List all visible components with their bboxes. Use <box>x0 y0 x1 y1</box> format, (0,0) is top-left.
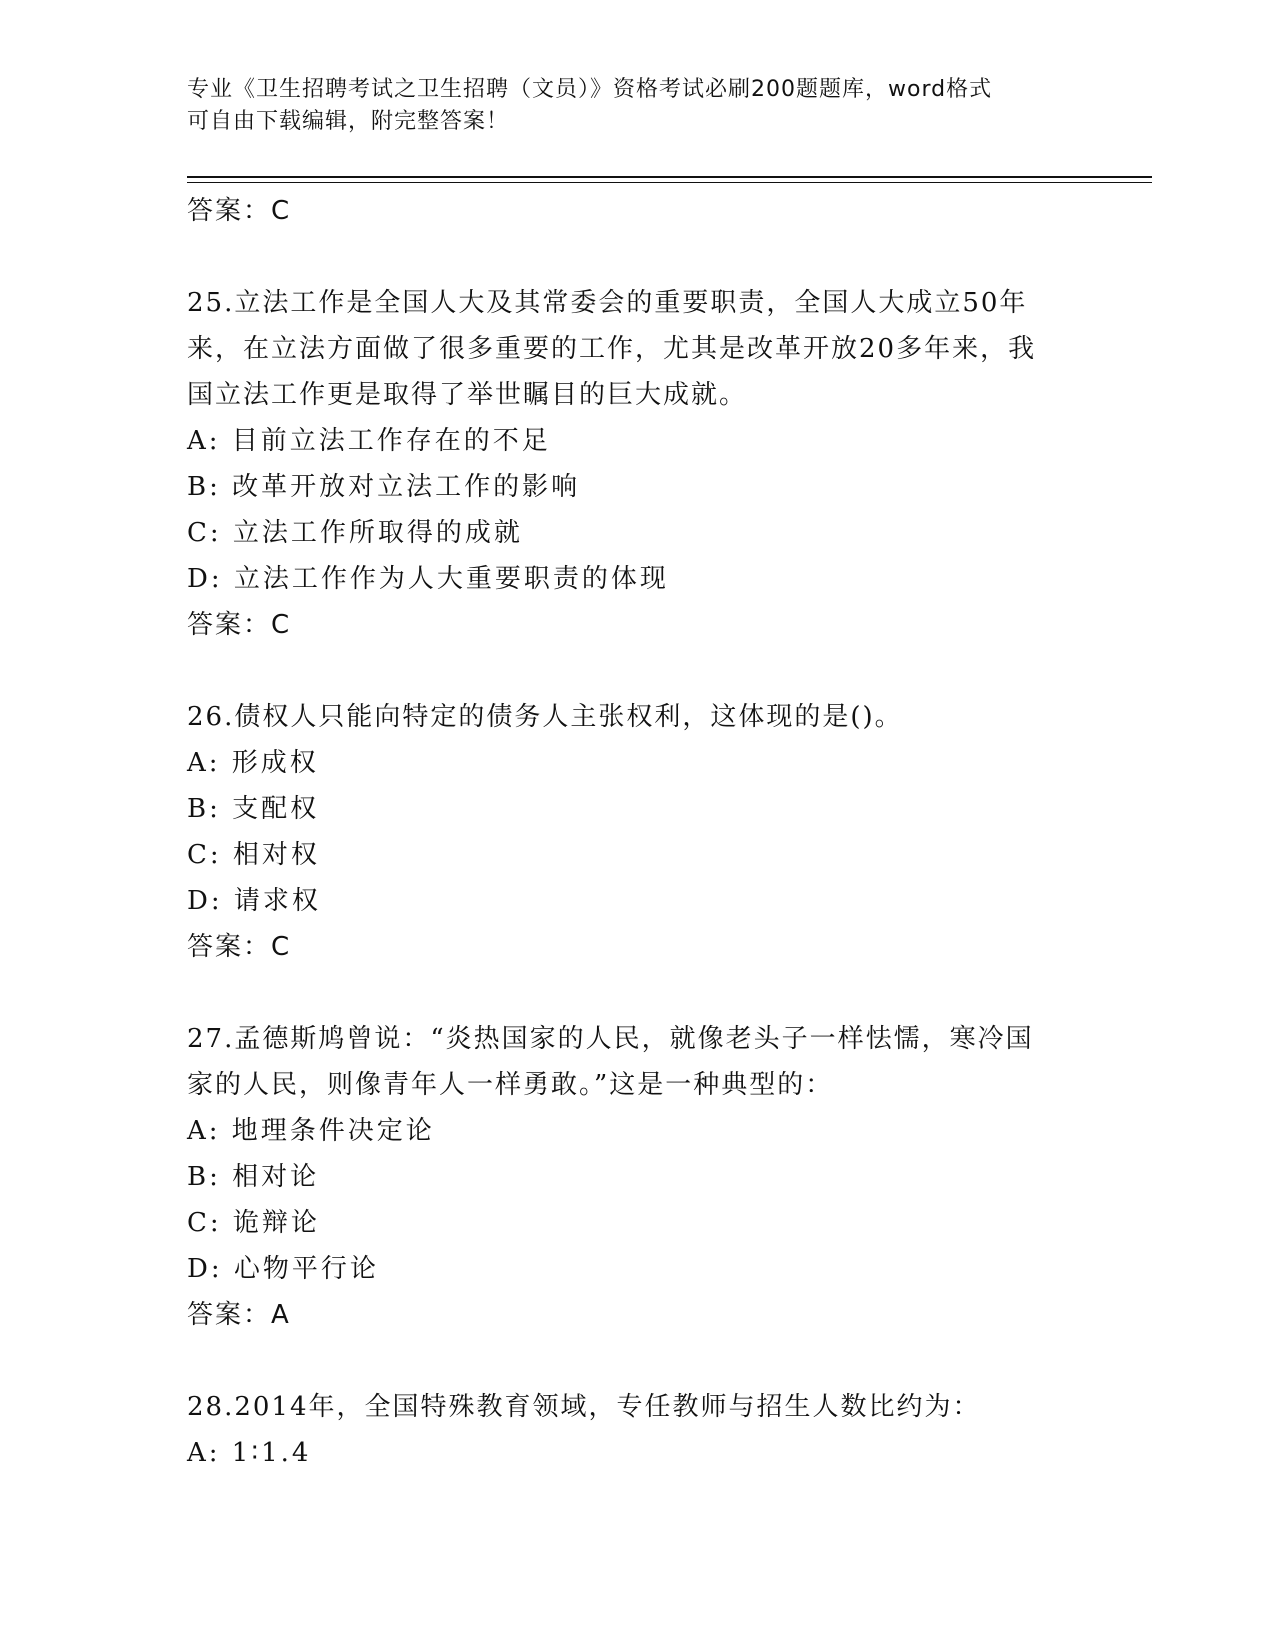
option-a: A: 1∶1.4 <box>187 1438 312 1468</box>
answer-line: 答案：C <box>187 196 292 226</box>
option-c: C: 立法工作所取得的成就 <box>187 518 523 548</box>
option-b: B: 支配权 <box>187 794 320 824</box>
option-a: A: 目前立法工作存在的不足 <box>187 426 551 456</box>
option-b: B: 改革开放对立法工作的影响 <box>187 472 581 502</box>
spacer <box>187 234 1087 280</box>
question-text-line: 家的人民，则像青年人一样勇敢。”这是一种典型的： <box>187 1070 834 1100</box>
option-a: A: 地理条件决定论 <box>187 1116 435 1146</box>
question-28 <box>187 1384 1087 1476</box>
header-line-1: 专业《卫生招聘考试之卫生招聘（文员）》资格考试必刷200题题库，word格式 <box>187 77 993 102</box>
spacer <box>187 648 1087 694</box>
document-header <box>187 74 1067 138</box>
header-rule-thin <box>187 182 1152 183</box>
question-text-line: 28.2014年，全国特殊教育领域，专任教师与招生人数比约为： <box>187 1392 981 1422</box>
question-text-line: 25.立法工作是全国人大及其常委会的重要职责，全国人大成立50年 <box>187 288 1028 318</box>
question-text-line: 国立法工作更是取得了举世瞩目的巨大成就。 <box>187 380 748 410</box>
option-d: D: 立法工作作为人大重要职责的体现 <box>187 564 669 594</box>
answer-line: 答案：C <box>187 932 292 962</box>
header-rule-thick <box>187 176 1152 178</box>
option-b: B: 相对论 <box>187 1162 320 1192</box>
option-d: D: 心物平行论 <box>187 1254 379 1284</box>
question-27 <box>187 1016 1087 1338</box>
spacer <box>187 970 1087 1016</box>
spacer <box>187 1338 1087 1384</box>
question-25 <box>187 280 1087 648</box>
question-text-line: 26.债权人只能向特定的债务人主张权利，这体现的是()。 <box>187 702 903 732</box>
option-d: D: 请求权 <box>187 886 321 916</box>
document-body <box>187 188 1087 1476</box>
question-26 <box>187 694 1087 970</box>
answer-line: 答案：C <box>187 610 292 640</box>
header-line-2: 可自由下载编辑，附完整答案！ <box>187 109 510 134</box>
option-c: C: 相对权 <box>187 840 320 870</box>
answer-line: 答案：A <box>187 1300 291 1330</box>
option-c: C: 诡辩论 <box>187 1208 320 1238</box>
option-a: A: 形成权 <box>187 748 319 778</box>
question-text-line: 27.孟德斯鸠曾说：“炎热国家的人民，就像老头子一样怯懦，寒冷国 <box>187 1024 1034 1054</box>
question-text-line: 来，在立法方面做了很多重要的工作，尤其是改革开放20多年来，我 <box>187 334 1037 364</box>
